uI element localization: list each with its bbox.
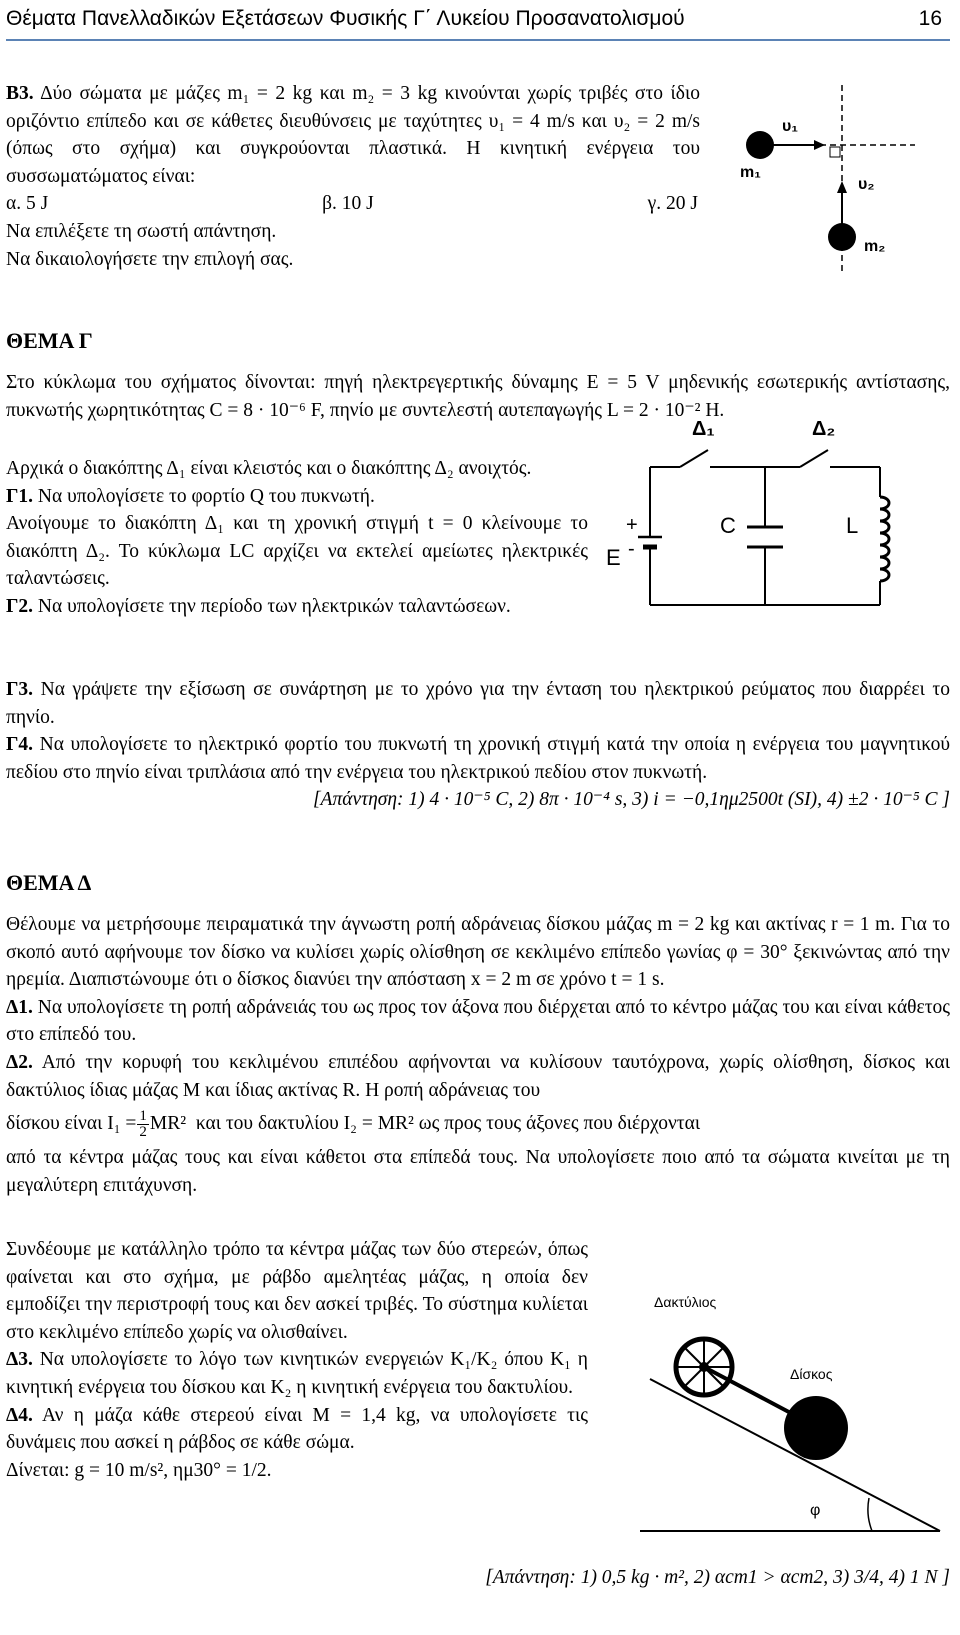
mass-2-ball [828, 223, 856, 251]
theme-d-given: Δίνεται: g = 10 m/s², ημ30° = 1/2. [6, 1459, 272, 1481]
theme-d-heading: ΘΕΜΑ Δ [6, 870, 92, 895]
g3-label: Γ3. [6, 679, 34, 700]
mass-1-ball [746, 131, 774, 159]
label-m2: m₂ [864, 238, 886, 255]
d2-disk-post: MR² [149, 1113, 187, 1135]
theme-c-intro: Στο κύκλωμα του σχήματος δίνονται: πηγή ηλεκτρεγερτικής δύναμης E = 5 V μηδενικής εσωτερικής αντίστασης, πυκνωτής χωρητικότητας C = 8 · 10⁻⁶ F, πηνίο με συντελεστή αυτεπαγωγής L = 2 · 10⁻² H. [6, 372, 950, 421]
theme-c-initial: Αρχικά ο διακόπτης Δ₁ είναι κλειστός και ο διακόπτης Δ₂ ανοιχτός. [6, 458, 532, 479]
g1-label: Γ1. [6, 485, 34, 507]
d2-formula-line [6, 1104, 950, 1144]
switch-d2 [800, 450, 828, 467]
label-u1: υ₁ [782, 118, 798, 135]
d2-text-1: Από την κορυφή του κεκλιμένου επιπέδου αφήνονται να κυλίσουν ταυτόχρονα, χωρίς ολίσθηση, δίσκος και δακτύλιος ίδιας μάζας M και ίδιας ακτίνας R. Η ροπή αδράνειας του [6, 1051, 950, 1101]
theme-d-connect: Συνδέουμε με κατάλληλο τρόπο τα κέντρα μάζας των δύο στερεών, όπως φαίνεται και στο σχήμα, με ράβδο αμελητέας μάζας, η οποία δεν εμποδίζει την περιστροφή τους και δεν ασκεί τριβές. Το σύστημα κυλίεται στο κεκλιμένο επίπεδο χωρίς να ολισθαίνει. [6, 1239, 588, 1343]
ring-wheel [676, 1339, 732, 1395]
d2-disk-pre: δίσκου είναι I₁ = [6, 1113, 137, 1135]
g1-text: Να υπολογίσετε το φορτίο Q του πυκνωτή. [37, 485, 375, 507]
theme-d-left-column [6, 1236, 588, 1484]
incline-line [650, 1379, 940, 1531]
incline-figure [640, 1285, 950, 1555]
angle-label: φ [810, 1502, 821, 1519]
battery-e-label: E [606, 545, 621, 570]
d2-text-2: από τα κέντρα μάζας τους και είναι κάθετοι στα επίπεδά τους. Να υπολογίσετε ποιο από τα σώματα κινείται με τη μεγαλύτερη επιτάχυνση. [6, 1147, 950, 1196]
b3-instruction-1: Να επιλέξετε τη σωστή απάντηση. [6, 220, 277, 242]
g4-label: Γ4. [6, 734, 34, 756]
theme-c-left-column [6, 455, 588, 621]
d3-label: Δ3. [6, 1349, 33, 1371]
capacitor-label: C [720, 513, 736, 538]
theme-c-transition: Ανοίγουμε το διακόπτη Δ₁ και τη χρονική στιγμή t = 0 κλείνουμε το διακόπτη Δ₂. Το κύκλωμα LC αρχίζει να εκτελεί αμείωτες ηλεκτρικές ταλαντώσεις. [6, 513, 588, 590]
d2-fraction [137, 1109, 149, 1140]
d2-frac-den: 2 [139, 1124, 147, 1141]
disk-body [784, 1396, 848, 1460]
page-number: 16 [918, 7, 942, 30]
d1-label: Δ1. [6, 996, 33, 1018]
theme-d-intro: Θέλουμε να μετρήσουμε πειραματικά την άγνωστη ροπή αδράνειας δίσκου μάζας m = 2 kg και ακτίνας r = 1 m. Για το σκοπό αυτό αφήνουμε τον δίσκο να κυλίσει χωρίς ολίσθηση σε κεκλιμένο επίπεδο γωνίας φ = 30° ξεκινώντας από την ηρεμία. Διαπιστώνουμε ότι ο δίσκος διανύει την απόσταση x = 2 m σε χρόνο t = 1 s. [6, 914, 950, 991]
d4-text: Αν η μάζα κάθε στερεού είναι M = 1,4 kg, να υπολογίσετε τις δυνάμεις που ασκεί η ράβδος σε κάθε σώμα. [6, 1404, 588, 1454]
theme-d-answer-block [6, 1564, 950, 1592]
question-b3 [6, 80, 700, 273]
header-title: Θέματα Πανελλαδικών Εξετάσεων Φυσικής Γ΄ Λυκείου Προσανατολισμού [6, 7, 685, 30]
battery-minus: - [628, 538, 635, 560]
theme-c-lower [6, 676, 950, 814]
theme-c-heading: ΘΕΜΑ Γ [6, 328, 93, 353]
collision-figure [730, 85, 920, 285]
switch-d1-label: Δ₁ [692, 418, 715, 440]
switch-d1 [680, 450, 708, 467]
inductor-coil [880, 497, 889, 581]
inductor-label: L [846, 513, 859, 538]
theme-c-answer: [Απάντηση: 1) 4 · 10⁻⁵ C, 2) 8π · 10⁻⁴ s, 3) i = −0,1ημ2500t (SI), 4) ±2 · 10⁻⁵ C ] [312, 789, 950, 811]
d3-text: Να υπολογίσετε το λόγο των κινητικών ενεργειών K₁/K₂ όπου K₁ η κινητική ενέργεια του δίσκου και K₂ η κινητική ενέργεια του δακτυλίου. [6, 1349, 588, 1398]
b3-text: Δύο σώματα με μάζες m₁ = 2 kg και m₂ = 3 kg κινούνται χωρίς τριβές στο ίδιο οριζόντιο επίπεδο και σε κάθετες διευθύνσεις με ταχύτητες υ₁ = 4 m/s και υ₂ = 2 m/s (όπως στο σχήμα) και συγκρούονται πλαστικά. Η κινητική ενέργεια του συσσωματώματος είναι: [6, 83, 700, 187]
header-rule [6, 39, 950, 41]
switch-d2-label: Δ₂ [812, 418, 836, 440]
theme-d-upper [6, 911, 950, 1199]
b3-label: Β3. [6, 83, 34, 104]
disk-label: Δίσκος [790, 1366, 833, 1382]
d2-ring: και του δακτυλίου I₂ = MR² ως προς τους άξονες που διέρχονται [195, 1113, 701, 1135]
label-u2: υ₂ [858, 176, 875, 193]
d4-label: Δ4. [6, 1404, 33, 1426]
page-header [6, 3, 950, 41]
g4-text: Να υπολογίσετε το ηλεκτρικό φορτίο του πυκνωτή τη χρονική στιγμή κατά την οποία η ενέργεια του μαγνητικού πεδίου στο πηνίο είναι τριπλάσια από την ενέργεια του ηλεκτρικού πεδίου στον πυκνωτή. [6, 734, 950, 783]
g3-text: Να γράψετε την εξίσωση σε συνάρτηση με το χρόνο για την ένταση του ηλεκτρικού ρεύματος που διαρρέει το πηνίο. [6, 679, 950, 728]
b3-option-c: γ. 20 J [647, 193, 698, 215]
b3-options [6, 190, 700, 218]
theme-d-answer: [Απάντηση: 1) 0,5 kg · m², 2) αcm1 > αcm2, 3) 3/4, 4) 1 N ] [485, 1567, 950, 1588]
d1-text: Να υπολογίσετε τη ροπή αδράνειάς του ως προς τον άξονα που διέρχεται από το κέντρο μάζας του και είναι κάθετος στο επίπεδό του. [6, 996, 950, 1046]
b3-option-a: α. 5 J [6, 193, 49, 215]
ring-label: Δακτύλιος [654, 1294, 717, 1310]
b3-instruction-2: Να δικαιολογήσετε την επιλογή σας. [6, 248, 294, 270]
g2-label: Γ2. [6, 595, 34, 617]
lc-circuit-figure [600, 405, 930, 640]
d2-frac-num: 1 [139, 1108, 147, 1125]
label-m1: m₁ [740, 164, 761, 181]
g2-text: Να υπολογίσετε την περίοδο των ηλεκτρικών ταλαντώσεων. [37, 595, 511, 617]
b3-option-b: β. 10 J [322, 193, 374, 215]
d2-label: Δ2. [6, 1051, 33, 1073]
battery-plus: + [626, 514, 638, 536]
